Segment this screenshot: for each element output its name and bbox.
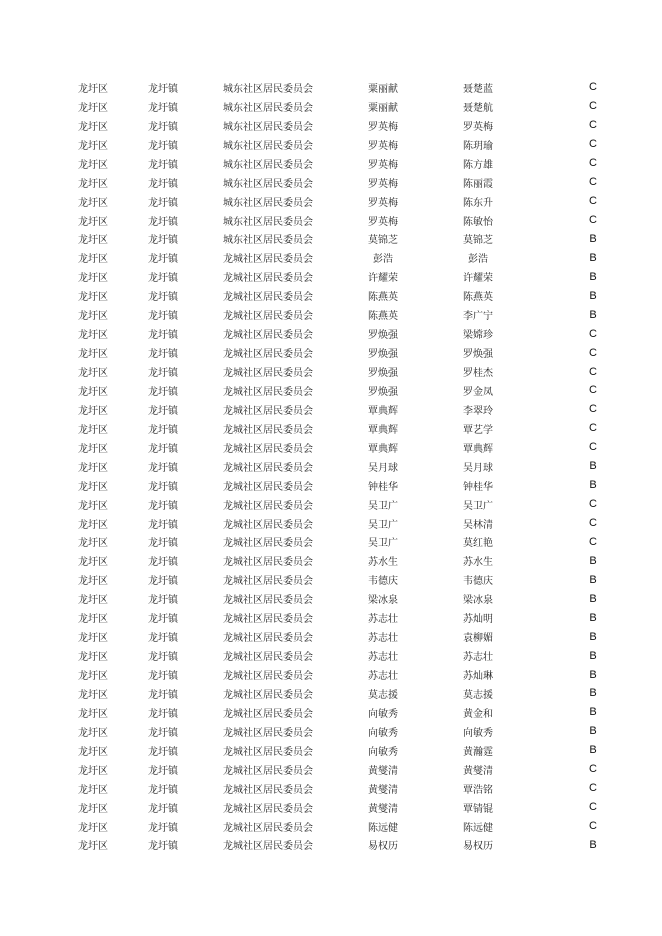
district-cell: 龙圩区 <box>78 159 108 171</box>
grade-cell: B <box>589 479 597 492</box>
committee-cell: 龙城社区居民委员会 <box>223 462 313 474</box>
grade-cell: C <box>589 81 597 94</box>
district-cell: 龙圩区 <box>78 652 108 664</box>
district-cell: 龙圩区 <box>78 273 108 285</box>
table-row <box>58 457 658 476</box>
town-cell: 龙圩镇 <box>148 784 178 796</box>
table-row <box>58 551 658 570</box>
district-cell: 龙圩区 <box>78 349 108 361</box>
district-cell: 龙圩区 <box>78 424 108 436</box>
town-cell: 龙圩镇 <box>148 424 178 436</box>
member-name-cell: 吴卫广 <box>463 500 493 512</box>
table-row <box>58 230 658 249</box>
table-row <box>58 135 658 154</box>
table-row <box>58 400 658 419</box>
district-cell: 龙圩区 <box>78 519 108 531</box>
table-row <box>58 381 658 400</box>
table-row <box>58 684 658 703</box>
household-head-cell: 吴卫广 <box>368 519 398 531</box>
grade-cell: C <box>589 820 597 833</box>
member-name-cell: 莫红艳 <box>463 538 493 550</box>
town-cell: 龙圩镇 <box>148 197 178 209</box>
member-name-cell: 苏灿琳 <box>463 671 493 683</box>
committee-cell: 龙城社区居民委员会 <box>223 784 313 796</box>
committee-cell: 龙城社区居民委员会 <box>223 671 313 683</box>
district-cell: 龙圩区 <box>78 481 108 493</box>
committee-cell: 龙城社区居民委员会 <box>223 633 313 645</box>
member-name-cell: 覃典辉 <box>463 443 493 455</box>
town-cell: 龙圩镇 <box>148 462 178 474</box>
table-row <box>58 476 658 495</box>
table-row <box>58 817 658 836</box>
committee-cell: 龙城社区居民委员会 <box>223 443 313 455</box>
district-cell: 龙圩区 <box>78 614 108 626</box>
district-cell: 龙圩区 <box>78 197 108 209</box>
household-head-cell: 覃典辉 <box>368 405 398 417</box>
member-name-cell: 莫志援 <box>463 689 493 701</box>
table-row <box>58 305 658 324</box>
household-head-cell: 黄燮清 <box>368 803 398 815</box>
household-head-cell: 钟桂华 <box>368 481 398 493</box>
household-head-cell: 莫锦芝 <box>368 235 398 247</box>
table-row <box>58 533 658 552</box>
district-cell: 龙圩区 <box>78 671 108 683</box>
town-cell: 龙圩镇 <box>148 727 178 739</box>
town-cell: 龙圩镇 <box>148 121 178 133</box>
town-cell: 龙圩镇 <box>148 633 178 645</box>
grade-cell: B <box>589 573 597 586</box>
grade-cell: B <box>589 611 597 624</box>
member-name-cell: 李翠玲 <box>463 405 493 417</box>
grade-cell: B <box>589 687 597 700</box>
member-name-cell: 聂楚蓝 <box>463 83 493 95</box>
member-name-cell: 梁嫦珍 <box>463 330 493 342</box>
committee-cell: 龙城社区居民委员会 <box>223 292 313 304</box>
household-head-cell: 许耀荣 <box>368 273 398 285</box>
town-cell: 龙圩镇 <box>148 689 178 701</box>
table-row <box>58 211 658 230</box>
member-name-cell: 莫锦芝 <box>463 235 493 247</box>
district-cell: 龙圩区 <box>78 235 108 247</box>
table-row <box>58 324 658 343</box>
town-cell: 龙圩镇 <box>148 481 178 493</box>
committee-cell: 城东社区居民委员会 <box>223 178 313 190</box>
town-cell: 龙圩镇 <box>148 519 178 531</box>
town-cell: 龙圩镇 <box>148 803 178 815</box>
district-cell: 龙圩区 <box>78 576 108 588</box>
table-row <box>58 343 658 362</box>
committee-cell: 龙城社区居民委员会 <box>223 595 313 607</box>
town-cell: 龙圩镇 <box>148 746 178 758</box>
district-cell: 龙圩区 <box>78 765 108 777</box>
household-head-cell: 黄燮清 <box>368 765 398 777</box>
town-cell: 龙圩镇 <box>148 368 178 380</box>
committee-cell: 龙城社区居民委员会 <box>223 765 313 777</box>
member-name-cell: 吴林清 <box>463 519 493 531</box>
table-row <box>58 703 658 722</box>
member-name-cell: 陈玥瑜 <box>463 140 493 152</box>
district-cell: 龙圩区 <box>78 330 108 342</box>
committee-cell: 城东社区居民委员会 <box>223 216 313 228</box>
grade-cell: B <box>589 649 597 662</box>
table-row <box>58 741 658 760</box>
table-row <box>58 154 658 173</box>
member-name-cell: 李广宁 <box>463 311 493 323</box>
district-cell: 龙圩区 <box>78 102 108 114</box>
town-cell: 龙圩镇 <box>148 443 178 455</box>
member-name-cell: 覃锖锟 <box>463 803 493 815</box>
district-cell: 龙圩区 <box>78 595 108 607</box>
district-cell: 龙圩区 <box>78 727 108 739</box>
town-cell: 龙圩镇 <box>148 614 178 626</box>
town-cell: 龙圩镇 <box>148 822 178 834</box>
grade-cell: B <box>589 706 597 719</box>
household-head-cell: 易权历 <box>368 841 398 853</box>
table-row <box>58 589 658 608</box>
town-cell: 龙圩镇 <box>148 311 178 323</box>
member-name-cell: 聂楚航 <box>463 102 493 114</box>
district-cell: 龙圩区 <box>78 708 108 720</box>
town-cell: 龙圩镇 <box>148 765 178 777</box>
grade-cell: C <box>589 801 597 814</box>
grade-cell: B <box>589 668 597 681</box>
table-body <box>58 78 658 854</box>
household-head-cell: 彭浩 <box>373 254 393 266</box>
committee-cell: 龙城社区居民委员会 <box>223 386 313 398</box>
grade-cell: B <box>589 232 597 245</box>
table-row <box>58 646 658 665</box>
grade-cell: C <box>589 176 597 189</box>
member-name-cell: 罗焕强 <box>463 349 493 361</box>
household-head-cell: 向敏秀 <box>368 727 398 739</box>
member-name-cell: 钟桂华 <box>463 481 493 493</box>
member-name-cell: 彭浩 <box>468 254 488 266</box>
table-row <box>58 97 658 116</box>
household-head-cell: 罗英梅 <box>368 216 398 228</box>
committee-cell: 龙城社区居民委员会 <box>223 254 313 266</box>
committee-cell: 城东社区居民委员会 <box>223 121 313 133</box>
household-head-cell: 罗焕强 <box>368 330 398 342</box>
town-cell: 龙圩镇 <box>148 83 178 95</box>
grade-cell: C <box>589 422 597 435</box>
member-name-cell: 覃浩铭 <box>463 784 493 796</box>
committee-cell: 龙城社区居民委员会 <box>223 803 313 815</box>
member-name-cell: 易权历 <box>463 841 493 853</box>
grade-cell: C <box>589 441 597 454</box>
committee-cell: 龙城社区居民委员会 <box>223 652 313 664</box>
district-cell: 龙圩区 <box>78 405 108 417</box>
household-head-cell: 覃典辉 <box>368 443 398 455</box>
district-cell: 龙圩区 <box>78 368 108 380</box>
table-row <box>58 419 658 438</box>
district-cell: 龙圩区 <box>78 121 108 133</box>
member-name-cell: 向敏秀 <box>463 727 493 739</box>
member-name-cell: 梁冰泉 <box>463 595 493 607</box>
committee-cell: 龙城社区居民委员会 <box>223 481 313 493</box>
town-cell: 龙圩镇 <box>148 671 178 683</box>
town-cell: 龙圩镇 <box>148 273 178 285</box>
household-head-cell: 罗英梅 <box>368 197 398 209</box>
household-head-cell: 覃典辉 <box>368 424 398 436</box>
table-row <box>58 760 658 779</box>
committee-cell: 龙城社区居民委员会 <box>223 822 313 834</box>
household-head-cell: 陈燕英 <box>368 292 398 304</box>
district-cell: 龙圩区 <box>78 500 108 512</box>
table-row <box>58 438 658 457</box>
committee-cell: 龙城社区居民委员会 <box>223 557 313 569</box>
grade-cell: C <box>589 498 597 511</box>
grade-cell: B <box>589 251 597 264</box>
grade-cell: C <box>589 782 597 795</box>
district-cell: 龙圩区 <box>78 462 108 474</box>
district-cell: 龙圩区 <box>78 689 108 701</box>
household-head-cell: 黄燮清 <box>368 784 398 796</box>
grade-cell: C <box>589 327 597 340</box>
table-row <box>58 78 658 97</box>
member-name-cell: 黄燮清 <box>463 765 493 777</box>
town-cell: 龙圩镇 <box>148 500 178 512</box>
town-cell: 龙圩镇 <box>148 386 178 398</box>
grade-cell: C <box>589 535 597 548</box>
committee-cell: 龙城社区居民委员会 <box>223 368 313 380</box>
household-head-cell: 苏志壮 <box>368 614 398 626</box>
grade-cell: C <box>589 119 597 132</box>
table-row <box>58 570 658 589</box>
town-cell: 龙圩镇 <box>148 538 178 550</box>
committee-cell: 龙城社区居民委员会 <box>223 519 313 531</box>
table-row <box>58 722 658 741</box>
household-head-cell: 吴卫广 <box>368 500 398 512</box>
district-cell: 龙圩区 <box>78 254 108 266</box>
town-cell: 龙圩镇 <box>148 292 178 304</box>
district-cell: 龙圩区 <box>78 557 108 569</box>
town-cell: 龙圩镇 <box>148 576 178 588</box>
committee-cell: 龙城社区居民委员会 <box>223 689 313 701</box>
grade-cell: B <box>589 289 597 302</box>
household-head-cell: 罗英梅 <box>368 140 398 152</box>
table-row <box>58 267 658 286</box>
committee-cell: 龙城社区居民委员会 <box>223 500 313 512</box>
district-cell: 龙圩区 <box>78 822 108 834</box>
table-row <box>58 798 658 817</box>
member-name-cell: 袁柳媚 <box>463 633 493 645</box>
member-name-cell: 苏灿明 <box>463 614 493 626</box>
committee-cell: 龙城社区居民委员会 <box>223 576 313 588</box>
data-table <box>58 78 658 854</box>
district-cell: 龙圩区 <box>78 216 108 228</box>
committee-cell: 龙城社区居民委员会 <box>223 349 313 361</box>
committee-cell: 城东社区居民委员会 <box>223 140 313 152</box>
table-row <box>58 116 658 135</box>
member-name-cell: 苏水生 <box>463 557 493 569</box>
table-row <box>58 286 658 305</box>
household-head-cell: 苏志壮 <box>368 633 398 645</box>
town-cell: 龙圩镇 <box>148 178 178 190</box>
table-row <box>58 362 658 381</box>
district-cell: 龙圩区 <box>78 386 108 398</box>
district-cell: 龙圩区 <box>78 784 108 796</box>
household-head-cell: 苏志壮 <box>368 652 398 664</box>
committee-cell: 龙城社区居民委员会 <box>223 614 313 626</box>
household-head-cell: 罗焕强 <box>368 386 398 398</box>
table-row <box>58 836 658 855</box>
household-head-cell: 陈燕英 <box>368 311 398 323</box>
member-name-cell: 苏志壮 <box>463 652 493 664</box>
grade-cell: B <box>589 460 597 473</box>
town-cell: 龙圩镇 <box>148 216 178 228</box>
table-row <box>58 514 658 533</box>
town-cell: 龙圩镇 <box>148 102 178 114</box>
household-head-cell: 吴月球 <box>368 462 398 474</box>
committee-cell: 龙城社区居民委员会 <box>223 746 313 758</box>
table-row <box>58 192 658 211</box>
district-cell: 龙圩区 <box>78 841 108 853</box>
grade-cell: C <box>589 384 597 397</box>
district-cell: 龙圩区 <box>78 746 108 758</box>
member-name-cell: 陈燕英 <box>463 292 493 304</box>
member-name-cell: 陈东升 <box>463 197 493 209</box>
town-cell: 龙圩镇 <box>148 405 178 417</box>
committee-cell: 龙城社区居民委员会 <box>223 330 313 342</box>
household-head-cell: 吴卫广 <box>368 538 398 550</box>
household-head-cell: 罗英梅 <box>368 159 398 171</box>
grade-cell: C <box>589 763 597 776</box>
grade-cell: B <box>589 630 597 643</box>
committee-cell: 城东社区居民委员会 <box>223 235 313 247</box>
grade-cell: B <box>589 308 597 321</box>
household-head-cell: 莫志援 <box>368 689 398 701</box>
household-head-cell: 粟丽献 <box>368 102 398 114</box>
grade-cell: B <box>589 554 597 567</box>
grade-cell: C <box>589 195 597 208</box>
district-cell: 龙圩区 <box>78 83 108 95</box>
committee-cell: 龙城社区居民委员会 <box>223 708 313 720</box>
grade-cell: B <box>589 838 597 851</box>
district-cell: 龙圩区 <box>78 292 108 304</box>
committee-cell: 城东社区居民委员会 <box>223 197 313 209</box>
member-name-cell: 陈远健 <box>463 822 493 834</box>
grade-cell: C <box>589 214 597 227</box>
table-row <box>58 248 658 267</box>
member-name-cell: 韦德庆 <box>463 576 493 588</box>
grade-cell: C <box>589 138 597 151</box>
table-row <box>58 608 658 627</box>
grade-cell: C <box>589 365 597 378</box>
committee-cell: 城东社区居民委员会 <box>223 83 313 95</box>
committee-cell: 龙城社区居民委员会 <box>223 727 313 739</box>
member-name-cell: 陈丽霞 <box>463 178 493 190</box>
member-name-cell: 罗金凤 <box>463 386 493 398</box>
town-cell: 龙圩镇 <box>148 140 178 152</box>
household-head-cell: 韦德庆 <box>368 576 398 588</box>
committee-cell: 城东社区居民委员会 <box>223 159 313 171</box>
member-name-cell: 覃艺学 <box>463 424 493 436</box>
town-cell: 龙圩镇 <box>148 254 178 266</box>
committee-cell: 城东社区居民委员会 <box>223 102 313 114</box>
household-head-cell: 罗焕强 <box>368 368 398 380</box>
grade-cell: C <box>589 346 597 359</box>
household-head-cell: 向敏秀 <box>368 746 398 758</box>
household-head-cell: 苏水生 <box>368 557 398 569</box>
table-row <box>58 495 658 514</box>
town-cell: 龙圩镇 <box>148 349 178 361</box>
member-name-cell: 陈方雄 <box>463 159 493 171</box>
household-head-cell: 粟丽献 <box>368 83 398 95</box>
member-name-cell: 罗英梅 <box>463 121 493 133</box>
member-name-cell: 陈敏怡 <box>463 216 493 228</box>
table-row <box>58 173 658 192</box>
member-name-cell: 罗桂杰 <box>463 368 493 380</box>
town-cell: 龙圩镇 <box>148 841 178 853</box>
grade-cell: B <box>589 744 597 757</box>
grade-cell: C <box>589 403 597 416</box>
district-cell: 龙圩区 <box>78 633 108 645</box>
town-cell: 龙圩镇 <box>148 159 178 171</box>
household-head-cell: 罗英梅 <box>368 178 398 190</box>
grade-cell: B <box>589 270 597 283</box>
committee-cell: 龙城社区居民委员会 <box>223 273 313 285</box>
table-row <box>58 665 658 684</box>
committee-cell: 龙城社区居民委员会 <box>223 538 313 550</box>
household-head-cell: 罗英梅 <box>368 121 398 133</box>
grade-cell: B <box>589 592 597 605</box>
town-cell: 龙圩镇 <box>148 235 178 247</box>
district-cell: 龙圩区 <box>78 803 108 815</box>
member-name-cell: 吴月球 <box>463 462 493 474</box>
member-name-cell: 黄金和 <box>463 708 493 720</box>
grade-cell: C <box>589 157 597 170</box>
household-head-cell: 苏志壮 <box>368 671 398 683</box>
household-head-cell: 陈远健 <box>368 822 398 834</box>
grade-cell: C <box>589 100 597 113</box>
household-head-cell: 梁冰泉 <box>368 595 398 607</box>
committee-cell: 龙城社区居民委员会 <box>223 424 313 436</box>
table-row <box>58 779 658 798</box>
grade-cell: C <box>589 517 597 530</box>
member-name-cell: 黄瀚霆 <box>463 746 493 758</box>
committee-cell: 龙城社区居民委员会 <box>223 841 313 853</box>
household-head-cell: 向敏秀 <box>368 708 398 720</box>
district-cell: 龙圩区 <box>78 178 108 190</box>
district-cell: 龙圩区 <box>78 443 108 455</box>
town-cell: 龙圩镇 <box>148 652 178 664</box>
town-cell: 龙圩镇 <box>148 708 178 720</box>
table-row <box>58 627 658 646</box>
district-cell: 龙圩区 <box>78 140 108 152</box>
grade-cell: B <box>589 725 597 738</box>
district-cell: 龙圩区 <box>78 538 108 550</box>
town-cell: 龙圩镇 <box>148 557 178 569</box>
committee-cell: 龙城社区居民委员会 <box>223 311 313 323</box>
town-cell: 龙圩镇 <box>148 330 178 342</box>
committee-cell: 龙城社区居民委员会 <box>223 405 313 417</box>
district-cell: 龙圩区 <box>78 311 108 323</box>
town-cell: 龙圩镇 <box>148 595 178 607</box>
household-head-cell: 罗焕强 <box>368 349 398 361</box>
member-name-cell: 许耀荣 <box>463 273 493 285</box>
